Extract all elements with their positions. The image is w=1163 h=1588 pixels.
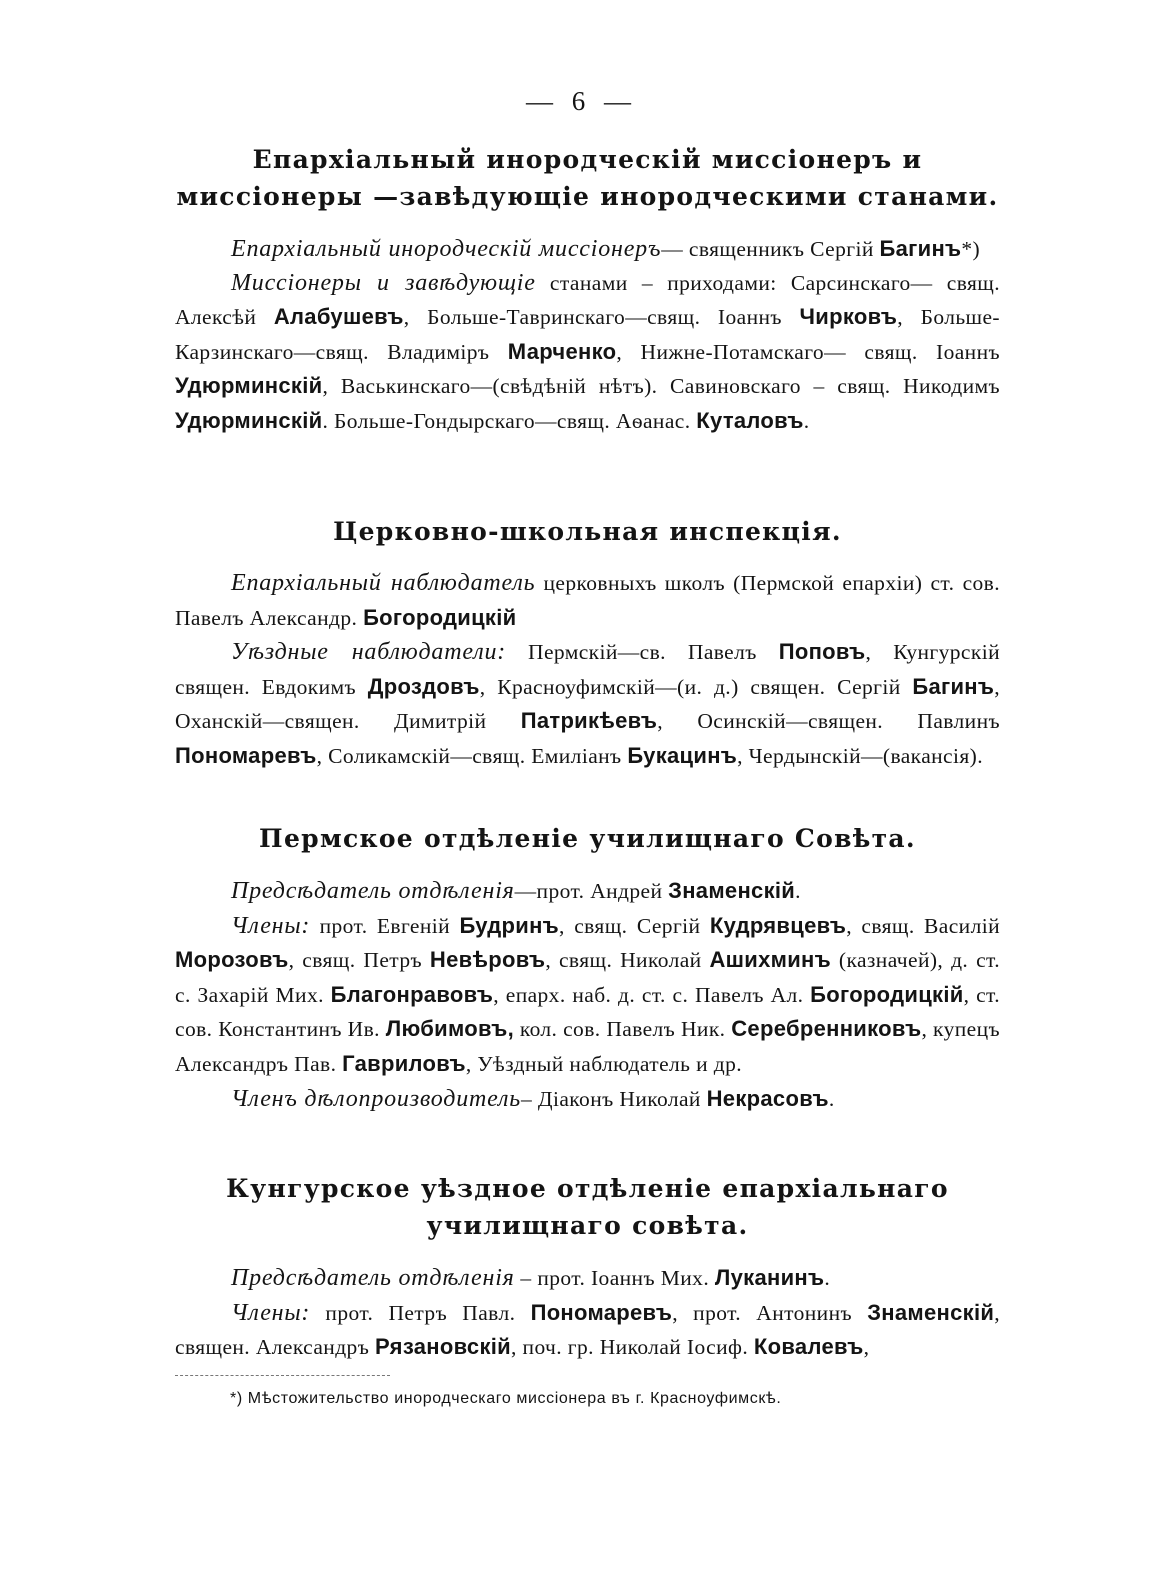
section-heading-school-inspection: Церковно-школьная инспекція. bbox=[333, 517, 842, 546]
paragraph-diocesan-observer: Епархіальный наблюдатель церковныхъ школъ (Пермской епархіи) ст. сов. Павелъ Александр. Богородицкій bbox=[175, 570, 1000, 630]
section-missionaries bbox=[175, 141, 1000, 439]
section-kungur-department bbox=[175, 1170, 1000, 1365]
paragraph-diocesan-missionary: Епархіальный инородческій миссіонеръ— священникъ Сергій Багинъ*) bbox=[231, 236, 981, 262]
paragraph-station-missionaries: Миссіонеры и завѣдующіе станами – приходами: Сарсинскаго— свящ. Алексѣй Алабушевъ, Больше-Тавринскаго—свящ. Іоаннъ Чирковъ, Больше-Карзинскаго—свящ. Владиміръ Марченко, Нижне-Потамскаго— свящ. Іоаннъ Удюрминскій, Васькинскаго—(свѣдѣній нѣтъ). Савиновскаго – свящ. Никодимъ Удюрминскій. Больше-Гондырскаго—свящ. Аѳанас. Куталовъ. bbox=[175, 269, 1000, 433]
paragraph-kungur-members: Члены: прот. Петръ Павл. Пономаревъ, прот. Антонинъ Знаменскій, священ. Александръ Рязановскій, поч. гр. Николай Іосиф. Ковалевъ, bbox=[175, 1299, 1000, 1360]
paragraph-kungur-chairman: Предсѣдатель отдѣленія – прот. Іоаннъ Мих. Луканинъ. bbox=[231, 1265, 831, 1291]
footnote-divider bbox=[175, 1375, 390, 1376]
section-heading-missionaries: Епархіальный инородческій миссіонеръ и миссіонеры —завѣдующіе инородческими станами. bbox=[176, 145, 999, 211]
section-school-inspection bbox=[175, 513, 1000, 774]
footnote: *) Мѣстожительство инородческаго миссіонера въ г. Красноуфимскѣ. bbox=[230, 1390, 782, 1407]
paragraph-perm-clerk: Членъ дѣлопроизводитель– Діаконъ Николай Некрасовъ. bbox=[231, 1085, 835, 1112]
section-heading-perm-department: Пермское отдѣленіе училищнаго Совѣта. bbox=[259, 824, 916, 853]
section-heading-kungur-department: Кунгурское уѣздное отдѣленіе епархіальнаго училищнаго совѣта. bbox=[226, 1174, 949, 1240]
paragraph-district-observers: Уѣздные наблюдатели: Пермскій—св. Павелъ Поповъ, Кунгурскій священ. Евдокимъ Дроздовъ, Красноуфимскій—(и. д.) священ. Сергій Багинъ, Оханскій—священ. Димитрій Патрикѣевъ, Осинскій—священ. Павлинъ Пономаревъ, Соликамскій—свящ. Емиліанъ Букацинъ, Чердынскій—(вакансія). bbox=[175, 639, 1000, 768]
paragraph-perm-chairman: Предсѣдатель отдѣленія—прот. Андрей Знаменскій. bbox=[231, 878, 801, 904]
section-perm-department bbox=[175, 820, 1000, 1116]
page-number: — 6 — bbox=[526, 86, 637, 116]
paragraph-perm-members: Члены: прот. Евгеній Будринъ, свящ. Сергій Кудрявцевъ, свящ. Василій Морозовъ, свящ. Петръ Невѣровъ, свящ. Николай Ашихминъ (казначей), д. ст. с. Захарій Мих. Благонравовъ, епарх. наб. д. ст. с. Павелъ Ал. Богородицкій, ст. сов. Константинъ Ив. Любимовъ, кол. сов. Павелъ Ник. Серебренниковъ, купецъ Александръ Пав. Гавриловъ, Уѣздный наблюдатель и др. bbox=[175, 912, 1001, 1076]
